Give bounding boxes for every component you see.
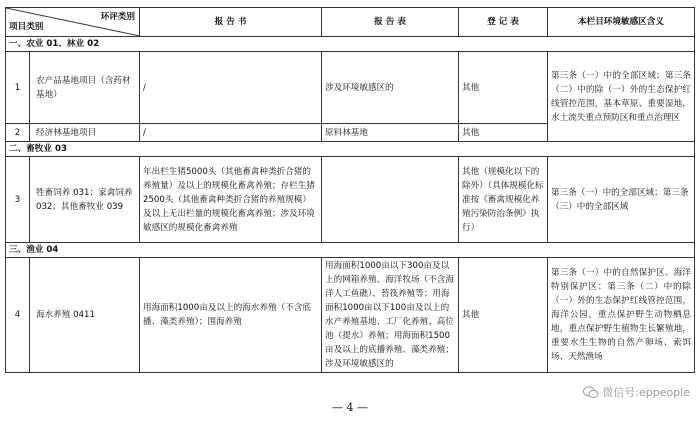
section-title: 一、农业 01、林业 02 — [6, 37, 695, 52]
row-report-form: 原料林基地 — [322, 124, 459, 142]
header-report-book: 报 告 书 — [140, 8, 322, 37]
section-title: 三、渔业 04 — [6, 243, 695, 258]
section-row — [6, 243, 695, 258]
row-registration: 其他 — [459, 124, 548, 142]
classification-table — [5, 7, 695, 373]
row-index: 4 — [6, 258, 30, 373]
row-report-book: 用海面积1000亩及以上的海水养殖（不含底播、藻类养殖）；围海养殖 — [140, 258, 322, 373]
table-row — [6, 258, 695, 373]
row-report-book: / — [140, 52, 322, 124]
section-row — [6, 142, 695, 157]
row-registration: 其他（规模化以下的除外）（具体规模化标准按《畜禽规模化养殖污染防治条例》执行） — [459, 157, 548, 243]
row-category: 农产品基地项目（含药材基地） — [30, 52, 140, 124]
row-category: 海水养殖 0411 — [30, 258, 140, 373]
row-report-form — [322, 157, 459, 243]
wechat-icon — [583, 386, 599, 399]
row-registration: 其他 — [459, 258, 548, 373]
section-title: 二、畜牧业 03 — [6, 142, 695, 157]
header-sensitive-area: 本栏目环境敏感区含义 — [548, 8, 695, 37]
corner-bottom-label: 项目类别 — [9, 22, 44, 32]
row-index: 1 — [6, 52, 30, 124]
row-report-book: / — [140, 124, 322, 142]
row-registration: 其他 — [459, 52, 548, 124]
row-category: 牲畜饲养 031；家禽饲养 032；其他畜牧业 039 — [30, 157, 140, 243]
row-report-form: 涉及环境敏感区的 — [322, 52, 459, 124]
row-report-book: 年出栏生猪5000头（其他畜禽种类折合猪的养殖量）及以上的规模化畜禽养殖；存栏生猪2500头（其他畜禽种类折合猪的养殖规模）及以上无出栏量的规模化畜禽养殖；涉及环境敏感区的规模化畜禽养殖 — [140, 157, 322, 243]
corner-top-label: 环评类别 — [100, 12, 135, 22]
row-sensitive-area: 第三条（一）中的全部区域；第三条（二）中的除（一）外的生态保护红线管控范围，基本草原、重要湿地，水土流失重点预防区和重点治理区 — [548, 52, 695, 142]
header-registration: 登 记 表 — [459, 8, 548, 37]
header-report-form: 报 告 表 — [322, 8, 459, 37]
row-index: 2 — [6, 124, 30, 142]
corner-header-cell — [6, 8, 140, 37]
row-report-form: 用海面积1000亩以下300亩及以上的网箱养殖、海洋牧场（不含海洋人工鱼礁）、苔筏养殖等；用海面积1000亩以下100亩及以上的水产养殖基地、工厂化养殖、高位池（提水）养殖；用海面积1500亩及以上的底播养殖、藻类养殖；涉及环境敏感区的 — [322, 258, 459, 373]
section-row — [6, 37, 695, 52]
watermark-text: 微信号:eppeople — [602, 386, 690, 399]
row-index: 3 — [6, 157, 30, 243]
page-number: — 4 — — [332, 401, 368, 414]
row-category: 经济林基地项目 — [30, 124, 140, 142]
row-sensitive-area: 第三条（一）中的自然保护区、海洋特别保护区；第三条（二）中的除（一）外的生态保护红线管控范围，海洋公园，重点保护野生动物栖息地，重点保护野生植物生长繁殖地，重要水生生物的自然产卵场、索饵场、天然渔场 — [548, 258, 695, 373]
wechat-watermark — [583, 384, 690, 400]
table-row — [6, 157, 695, 243]
row-sensitive-area: 第三条（一）中的全部区域；第三条（三）中的全部区域 — [548, 157, 695, 243]
header-row — [6, 8, 695, 37]
classification-table-page — [5, 7, 694, 373]
table-row — [6, 52, 695, 124]
